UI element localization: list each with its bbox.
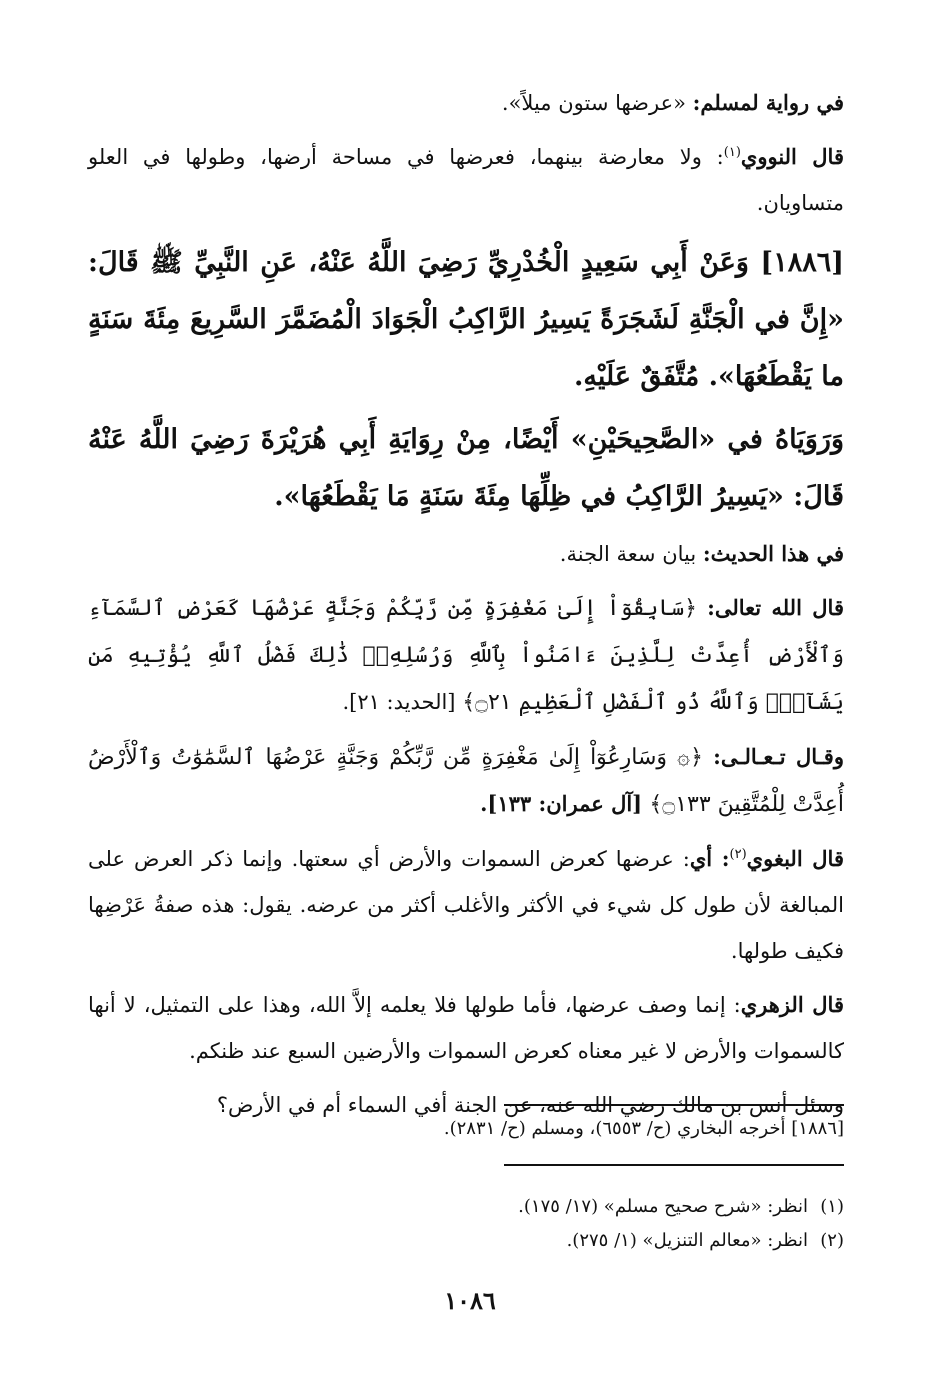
- paragraph-text: «عرضها ستون ميلاً».: [501, 91, 693, 115]
- footnote-number: (٢): [820, 1230, 844, 1251]
- divider-footnotes: [504, 1164, 844, 1166]
- footnote-item: [88, 1224, 844, 1258]
- divider-takhrij: [504, 1104, 844, 1106]
- paragraph-text: : عرضها كعرض السموات والأرض أي سعتها. وإنما ذكر العرض على المبالغة لأن طول كل شيء في الأكثر والأغلب أكثر من عرضه. يقول: هذه صفةُ عَرْضِها فكيف طولها.: [88, 847, 844, 963]
- paragraph-baghawi: [88, 836, 844, 974]
- paragraph-lead: قال النووي: [740, 144, 844, 169]
- paragraph-lead: في هذا الحديث:: [702, 541, 844, 566]
- paragraph-text: : إنما وصف عرضها، فأما طولها فلا يعلمه إلاَّ الله، وهذا على التمثيل، لا أنها كالسموات والأرض لا غير معناه كعرض السموات والأرضين السبع عند ظنكم.: [88, 993, 844, 1063]
- footnote-text: انظر: «شرح صحيح مسلم» (١٧/ ١٧٥).: [518, 1196, 808, 1217]
- footnote-ref[interactable]: (٢): [729, 847, 747, 862]
- paragraph-nawawi: [88, 134, 844, 226]
- paragraph-zuhri: [88, 982, 844, 1074]
- paragraph-muslim-narration: [88, 80, 844, 126]
- paragraph-lead: في رواية لمسلم:: [692, 90, 844, 115]
- quran-hadid-21: [88, 585, 844, 726]
- page-number: ١٠٨٦: [444, 1286, 496, 1315]
- footnote-item: [88, 1190, 844, 1224]
- quran-ref: [آل عمران: ١٣٣].: [480, 791, 650, 816]
- paragraph-lead: قال الزهري: [740, 992, 844, 1017]
- hadith-abu-hurayra: وَرَوَيَاهُ في «الصَّحِيحَيْنِ» أَيْضًا، مِنْ رِوَايَةِ أَبِي هُرَيْرَةَ رَضِيَ اللَّهُ عَنْهُ قَالَ: «يَسِيرُ الرَّاكِبُ في ظِلِّهَا مِئَةَ سَنَةٍ مَا يَقْطَعُهَا».: [88, 424, 844, 512]
- quran-lead: وقـال تـعـالـى:: [713, 744, 844, 769]
- paragraph-text: : ولا معارضة بينهما، فعرضها في مساحة أرضها، وطولها في العلو متساويان.: [88, 145, 844, 215]
- quran-ref: [الحديد: ٢١].: [342, 690, 463, 714]
- hadith-1886: [١٨٨٦] وَعَنْ أَبِي سَعِيدٍ الْخُدْرِيِّ رَضِيَ اللَّهُ عَنْهُ، عَنِ النَّبِيِّ ﷺ قَالَ: «إِنَّ في الْجَنَّةِ لَشَجَرَةً يَسِيرُ الرَّاكِبُ الْجَوَادَ الْمُضَمَّرَ السَّرِيعَ مِئَةَ سَنَةٍ ما يَقْطَعُهَا». مُتَّفَقٌ عَلَيْهِ.: [88, 247, 844, 392]
- footnotes-list: [88, 1190, 844, 1258]
- paragraph-lead-2: : أي: [689, 846, 730, 871]
- footnote-ref[interactable]: (١): [723, 145, 741, 160]
- paragraph-benefit: [88, 531, 844, 577]
- paragraph-text: بيان سعة الجنة.: [559, 542, 703, 566]
- takhrij-note: [١٨٨٦] أخرجه البخاري (ح/ ٦٥٥٣)، ومسلم (ح/ ٢٨٣١).: [443, 1118, 844, 1139]
- quran-ayah: ﴿۞ وَسَارِعُوٓاْ إِلَىٰ مَغْفِرَةٍ مِّن رَّبِّكُمْ وَجَنَّةٍ عَرْضُهَا ٱلسَّمَٰوَٰتُ وَٱلْأَرْضُ أُعِدَّتْ لِلْمُتَّقِينَ ۝١٣٣﴾: [88, 745, 844, 817]
- page-body: [88, 80, 844, 1136]
- quran-aal-imran-133: [88, 734, 844, 828]
- footnote-number: (١): [820, 1196, 844, 1217]
- quran-lead: قال الله تعالى:: [707, 595, 844, 620]
- footnote-text: انظر: «معالم التنزيل» (١/ ٢٧٥).: [566, 1230, 808, 1251]
- paragraph-anas: وسئل أنس بن مالك رضي الله عنه، عن الجنة أفي السماء أم في الأرض؟: [216, 1093, 844, 1117]
- paragraph-lead: قال البغوي: [746, 846, 844, 871]
- quran-ayah: ﴿سَابِقُوٓاْ إِلَىٰ مَغْفِرَةٍ مِّن رَّبِّكُمْ وَجَنَّةٍ عَرْضُهَا كَعَرْضِ ٱلسَّمَآءِ وَٱلْأَرْضِ أُعِدَّتْ لِلَّذِينَ ءَامَنُواْ بِٱللَّهِ وَرُسُلِهِۦۚ ذَٰلِكَ فَضْلُ ٱللَّهِ يُؤْتِيهِ مَن يَشَآءُۚ وَٱللَّهُ ذُو ٱلْفَضْلِ ٱلْعَظِيمِ ۝٢١﴾: [88, 596, 844, 715]
